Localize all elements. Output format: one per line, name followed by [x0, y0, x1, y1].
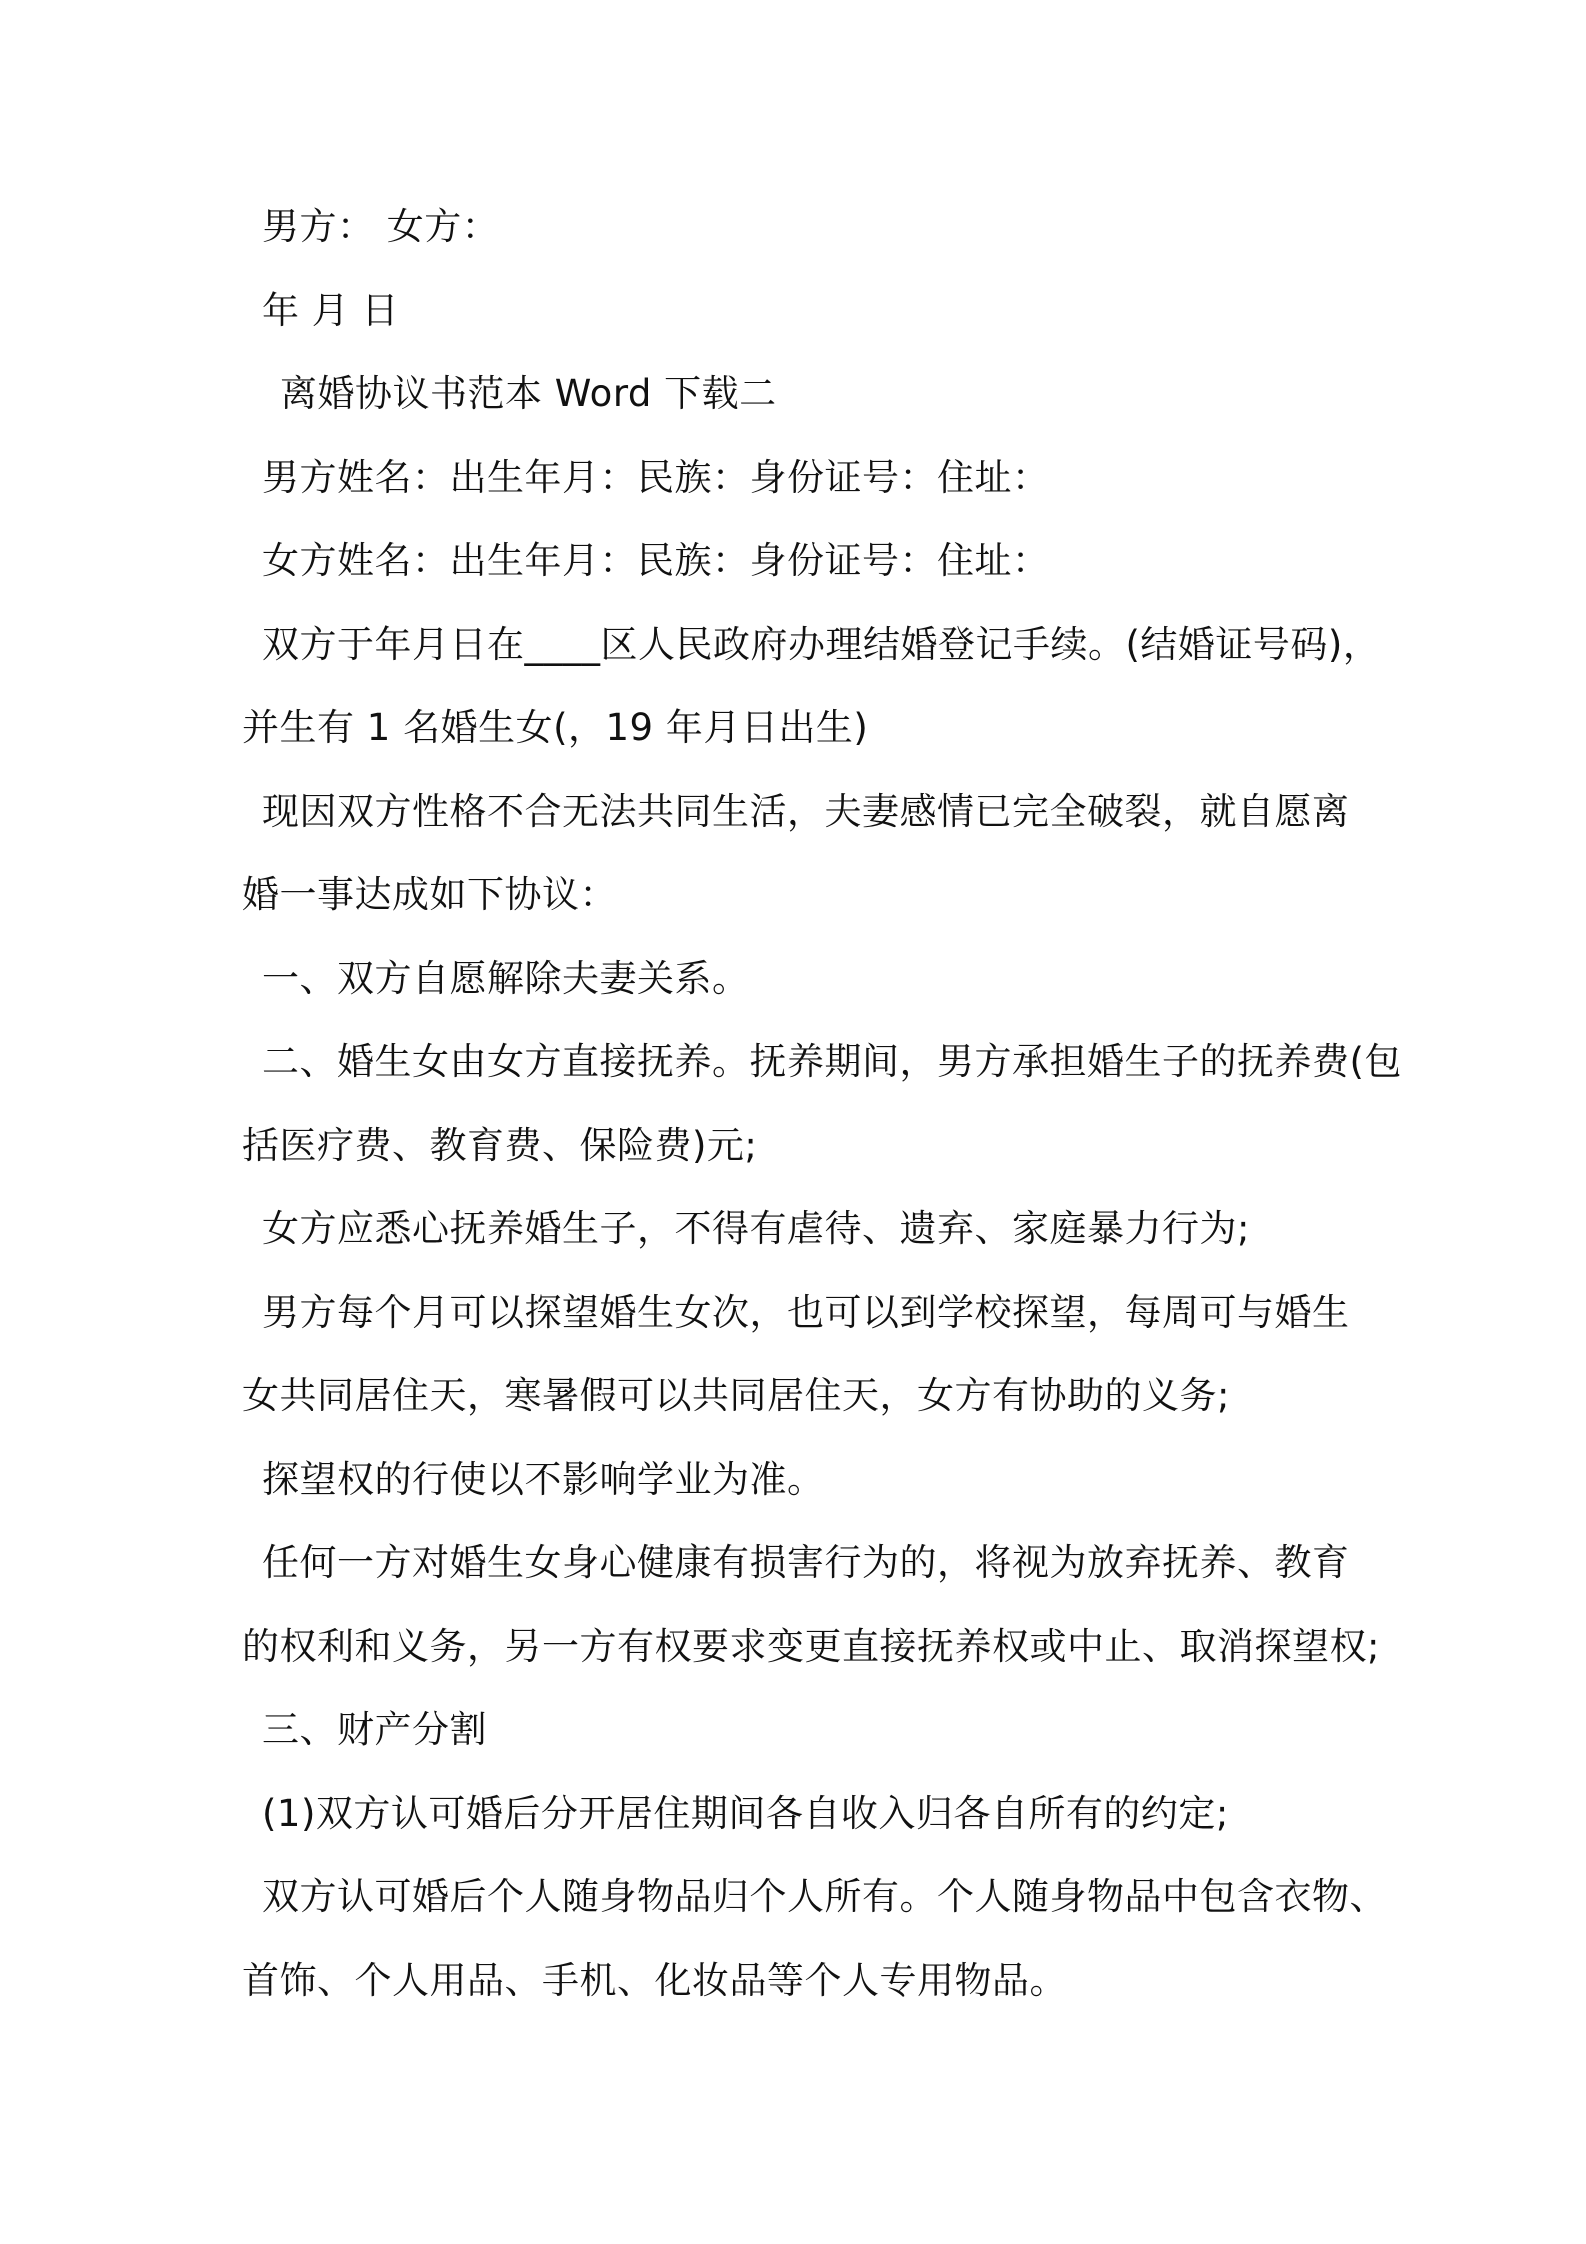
wife-info-line: 女方姓名：出生年月：民族：身份证号：住址：	[262, 539, 1050, 582]
paragraph-line: 括医疗费、教育费、保险费)元;	[242, 1124, 758, 1167]
date-line: 年 月 日	[262, 289, 400, 332]
paragraph-line: 的权利和义务，另一方有权要求变更直接抚养权或中止、取消探望权;	[242, 1625, 1380, 1668]
section-title: 离婚协议书范本 Word 下载二	[280, 372, 777, 415]
paragraph-line: 探望权的行使以不影响学业为准。	[262, 1458, 825, 1501]
paragraph-line: 双方认可婚后个人随身物品归个人所有。个人随身物品中包含衣物、	[262, 1875, 1387, 1918]
husband-info-line: 男方姓名：出生年月：民族：身份证号：住址：	[262, 456, 1050, 499]
clause-heading: 二、婚生女由女方直接抚养。抚养期间，男方承担婚生子的抚养费(包	[262, 1040, 1402, 1083]
clause-heading: 一、双方自愿解除夫妻关系。	[262, 957, 750, 1000]
paragraph-line: 现因双方性格不合无法共同生活，夫妻感情已完全破裂，就自愿离	[262, 790, 1350, 833]
clause-heading: 三、财产分割	[262, 1708, 487, 1751]
paragraph-line: 双方于年月日在____区人民政府办理结婚登记手续。(结婚证号码)，	[262, 623, 1381, 666]
paragraph-line: 女共同居住天，寒暑假可以共同居住天，女方有协助的义务;	[242, 1374, 1230, 1417]
paragraph-line: 女方应悉心抚养婚生子，不得有虐待、遗弃、家庭暴力行为;	[262, 1207, 1250, 1250]
paragraph-line: (1)双方认可婚后分开居住期间各自收入归各自所有的约定;	[262, 1792, 1229, 1835]
paragraph-line: 男方每个月可以探望婚生女次，也可以到学校探望，每周可与婚生	[262, 1291, 1350, 1334]
paragraph-line: 首饰、个人用品、手机、化妆品等个人专用物品。	[242, 1959, 1067, 2002]
paragraph-line: 并生有 1 名婚生女(，19 年月日出生)	[242, 706, 869, 749]
paragraph-line: 任何一方对婚生女身心健康有损害行为的，将视为放弃抚养、教育	[262, 1541, 1350, 1584]
paragraph-line: 婚一事达成如下协议：	[242, 873, 617, 916]
signature-line: 男方： 女方：	[262, 205, 500, 248]
